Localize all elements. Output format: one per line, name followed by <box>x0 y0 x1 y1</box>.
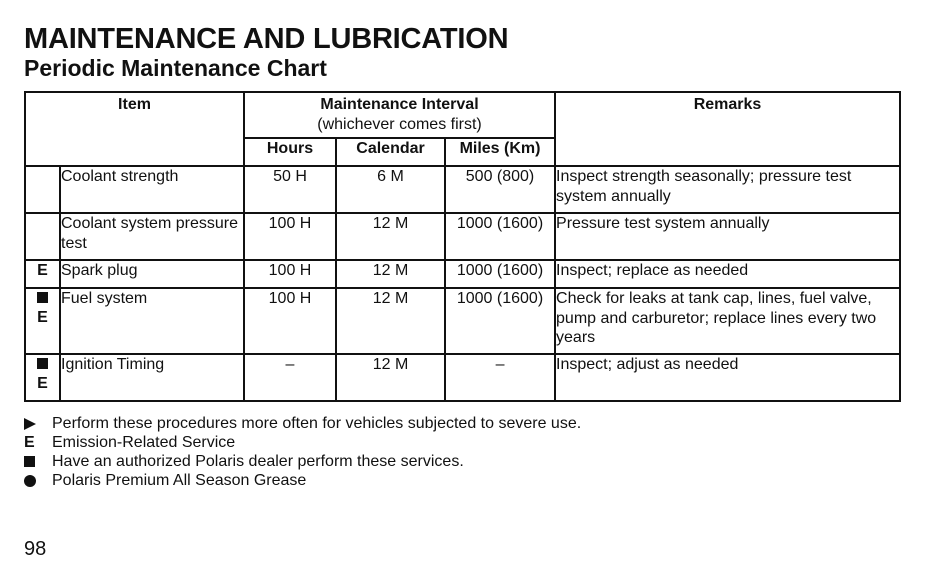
page-subtitle: Periodic Maintenance Chart <box>24 55 327 81</box>
hours-cell: 100 H <box>244 260 336 288</box>
table-row <box>25 260 900 288</box>
maintenance-chart-table <box>24 91 901 402</box>
item-cell: Spark plug <box>60 260 244 288</box>
row-marks <box>25 354 60 401</box>
dealer-square-icon <box>26 289 59 308</box>
calendar-cell: 12 M <box>336 260 445 288</box>
square-icon <box>24 452 42 472</box>
legend-text: Perform these procedures more often for vehicles subjected to severe use. <box>52 415 582 432</box>
emission-symbol: E <box>24 434 35 451</box>
triangle-icon <box>24 414 42 435</box>
remarks-cell: Check for leaks at tank cap, lines, fuel valve, pump and carburetor; replace lines every two years <box>555 288 900 354</box>
remarks-header: Remarks <box>555 92 900 166</box>
remarks-cell: Inspect; replace as needed <box>555 260 900 288</box>
hours-cell: – <box>244 354 336 401</box>
miles-cell: 1000 (1600) <box>445 260 555 288</box>
hours-cell: 100 H <box>244 213 336 260</box>
row-marks <box>25 166 60 213</box>
miles-cell: – <box>445 354 555 401</box>
row-marks <box>25 213 60 260</box>
interval-header-label: Maintenance Interval <box>320 96 479 113</box>
hours-cell: 50 H <box>244 166 336 213</box>
hours-cell: 100 H <box>244 288 336 354</box>
interval-header-note: (whichever comes first) <box>317 115 482 133</box>
emission-mark: E <box>37 262 48 279</box>
item-cell: Fuel system <box>60 288 244 354</box>
table-row <box>25 288 900 354</box>
item-cell: Coolant system pressure test <box>60 213 244 260</box>
interval-header <box>244 92 555 138</box>
circle-icon <box>24 471 42 492</box>
item-header: Item <box>25 92 244 166</box>
item-cell: Coolant strength <box>60 166 244 213</box>
emission-mark: E <box>37 309 48 326</box>
calendar-cell: 12 M <box>336 354 445 401</box>
miles-cell: 1000 (1600) <box>445 288 555 354</box>
legend-text: Emission-Related Service <box>52 434 236 451</box>
legend-text: Have an authorized Polaris dealer perform these services. <box>52 453 464 470</box>
calendar-cell: 6 M <box>336 166 445 213</box>
row-marks <box>25 288 60 354</box>
remarks-cell: Pressure test system annually <box>555 213 900 260</box>
page-number: 98 <box>24 538 47 560</box>
table-row <box>25 213 900 260</box>
page-title: MAINTENANCE AND LUBRICATION <box>24 23 509 55</box>
table-row <box>25 354 900 401</box>
remarks-cell: Inspect strength seasonally; pressure test system annually <box>555 166 900 213</box>
dealer-square-icon <box>26 355 59 374</box>
calendar-cell: 12 M <box>336 288 445 354</box>
row-marks <box>25 260 60 288</box>
table-row <box>25 166 900 213</box>
calendar-cell: 12 M <box>336 213 445 260</box>
remarks-cell: Inspect; adjust as needed <box>555 354 900 401</box>
calendar-header: Calendar <box>336 138 445 166</box>
miles-header: Miles (Km) <box>445 138 555 166</box>
miles-cell: 1000 (1600) <box>445 213 555 260</box>
miles-cell: 500 (800) <box>445 166 555 213</box>
emission-mark: E <box>37 375 48 392</box>
hours-header: Hours <box>244 138 336 166</box>
item-cell: Ignition Timing <box>60 354 244 401</box>
legend-text: Polaris Premium All Season Grease <box>52 472 307 489</box>
